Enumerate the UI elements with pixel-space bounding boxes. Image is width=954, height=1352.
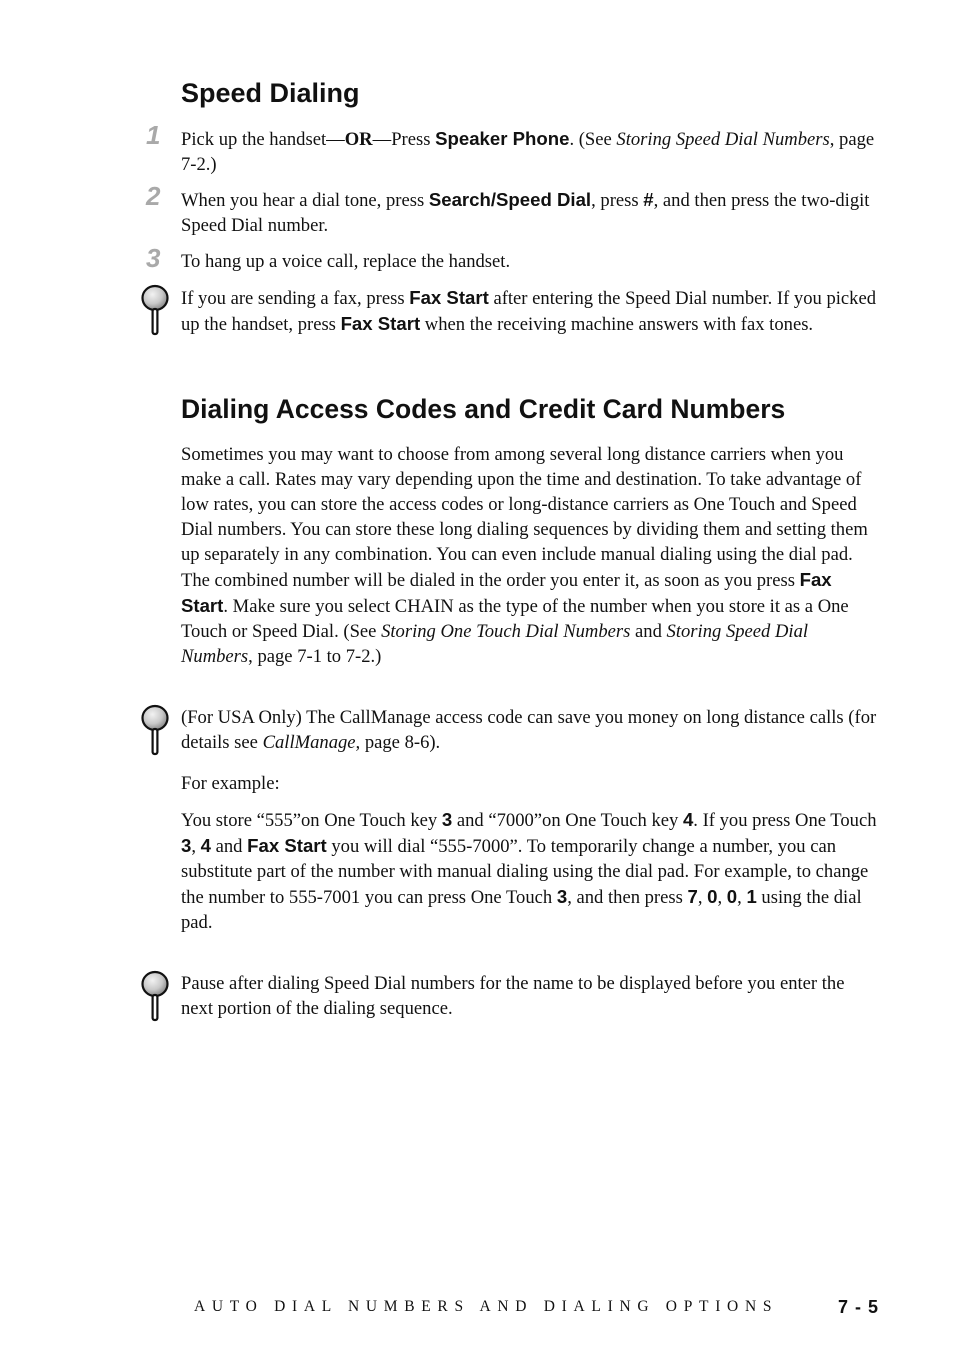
access-codes-paragraph: Sometimes you may want to choose from among several long distance carriers when you make a call. Rates may vary depending upon the time and destination. To take advantage of low rates, you can store the access codes or long-distance carriers as One Touch and Speed Dial numbers. You can store these long dialing sequences by dividing them and setting them up separately in any combination. You can even include manual dialing using the dial pad. The combined number will be dialed in the order you enter it, as soon as you press Fax Start. Make sure you select CHAIN as the type of the number when you store it as a One Touch or Speed Dial. (See Storing One Touch Dial Numbers and Storing Speed Dial Numbers, page 7-1 to 7-2.) xyxy=(181,444,868,667)
search-speed-dial-key: Search/Speed Dial xyxy=(428,189,592,210)
step-2-text: When you hear a dial tone, press Search/Speed Dial, press #, and then press the two-digit Speed Dial number. xyxy=(181,189,870,236)
fax-start-key: Fax Start xyxy=(247,835,327,856)
note-fax-start: If you are sending a fax, press Fax Start after entering the Speed Dial number. If you picked up the handset, press Fax Start when the receiving machine answers with fax tones. xyxy=(181,287,877,335)
step-3-text: To hang up a voice call, replace the handset. xyxy=(181,251,511,272)
hash-key: # xyxy=(643,189,654,210)
fax-start-key: Fax Start xyxy=(409,287,489,308)
step-number-1: 1 xyxy=(146,120,161,150)
page-number: 7 - 5 xyxy=(838,1297,880,1317)
cross-reference: CallManage, xyxy=(262,732,361,753)
running-footer-title: AUTO DIAL NUMBERS AND DIALING OPTIONS xyxy=(194,1298,779,1315)
pushpin-note-icon xyxy=(140,970,170,1022)
step-number-3: 3 xyxy=(146,243,161,273)
note-callmanage: (For USA Only) The CallManage access code can save you money on long distance calls (for details see CallManage, page 8-6). xyxy=(181,707,877,753)
speaker-phone-key: Speaker Phone xyxy=(435,128,570,149)
fax-start-key: Fax Start xyxy=(181,569,832,616)
note-pause: Pause after dialing Speed Dial numbers for the name to be displayed before you enter the next portion of the dialing sequence. xyxy=(181,973,845,1019)
step-number-2: 2 xyxy=(146,181,161,211)
access-codes-heading: Dialing Access Codes and Credit Card Numbers xyxy=(181,394,786,424)
step-1-text: Pick up the handset—OR—Press Speaker Phone. (See Storing Speed Dial Numbers, page 7-2.) xyxy=(181,128,875,175)
example-paragraph: You store “555”on One Touch key 3 and “7000”on One Touch key 4. If you press One Touch 3, 4 and Fax Start you will dial “555-7000”. To temporarily change a number, you can substitute part of the number with manual dialing using the dial pad. For example, to change the number to 555-7001 you can press One Touch 3, and then press 7, 0, 0, 1 using the dial pad. xyxy=(181,809,877,933)
pushpin-note-icon xyxy=(140,284,170,336)
speed-dialing-heading: Speed Dialing xyxy=(181,78,360,108)
example-label: For example: xyxy=(181,773,280,794)
pushpin-note-icon xyxy=(140,704,170,756)
cross-reference: Storing Speed Dial Numbers xyxy=(616,129,830,150)
fax-start-key: Fax Start xyxy=(340,313,421,334)
cross-reference: Storing One Touch Dial Numbers xyxy=(381,621,631,642)
cross-reference: Storing Speed Dial Numbers xyxy=(181,621,809,667)
